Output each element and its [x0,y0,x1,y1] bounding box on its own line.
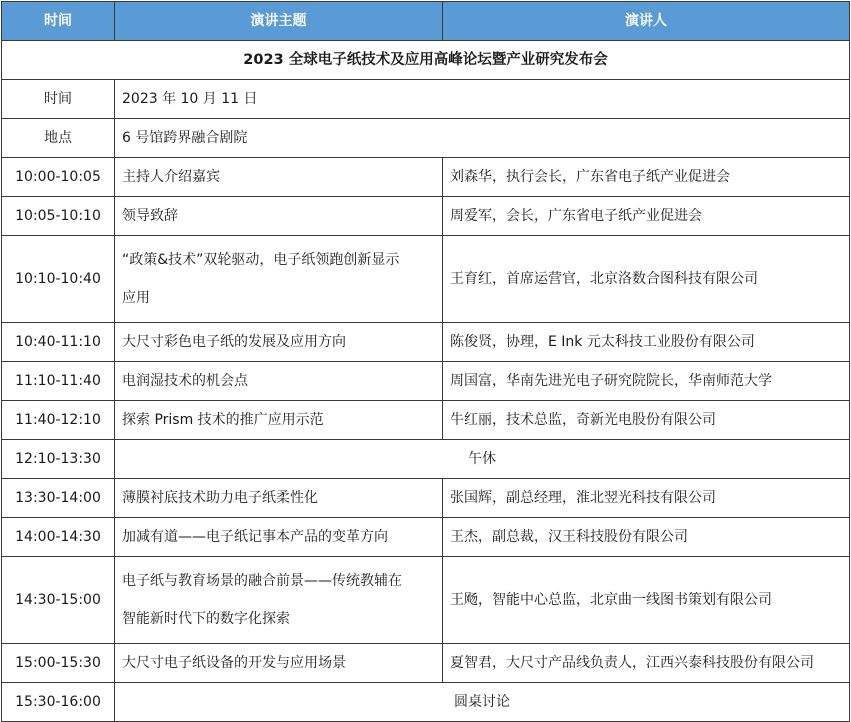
row-speaker: 牛红丽，技术总监，奇新光电股份有限公司 [443,401,850,440]
row-time: 11:40-12:10 [2,401,115,440]
venue-label: 地点 [2,119,115,158]
row-time: 15:00-15:30 [2,644,115,683]
row-break: 午休 [115,440,850,479]
row-time: 10:10-10:40 [2,236,115,323]
row-speaker: 夏智君，大尺寸产品线负责人，江西兴泰科技股份有限公司 [443,644,850,683]
row-time: 10:05-10:10 [2,197,115,236]
row-topic: 大尺寸彩色电子纸的发展及应用方向 [115,323,443,362]
row-break: 圆桌讨论 [115,683,850,722]
table-row [2,401,850,440]
column-header-topic: 演讲主题 [115,2,443,41]
page-title: 2023 全球电子纸技术及应用高峰论坛暨产业研究发布会 [2,41,850,80]
row-topic: 大尺寸电子纸设备的开发与应用场景 [115,644,443,683]
row-time: 13:30-14:00 [2,479,115,518]
table-header [2,2,850,41]
table-row [2,683,850,722]
row-topic: 加减有道——电子纸记事本产品的变革方向 [115,518,443,557]
row-time: 14:00-14:30 [2,518,115,557]
row-topic-line: 智能新时代下的数字化探索 [122,611,290,627]
table-row [2,197,850,236]
date-value: 2023 年 10 月 11 日 [115,80,850,119]
column-header-speaker: 演讲人 [443,2,850,41]
row-speaker: 王飏，智能中心总监，北京曲一线图书策划有限公司 [443,557,850,644]
row-topic: 探索 Prism 技术的推广应用示范 [115,401,443,440]
row-time: 11:10-11:40 [2,362,115,401]
row-topic: 薄膜衬底技术助力电子纸柔性化 [115,479,443,518]
row-topic-line: 电子纸与教育场景的融合前景——传统教辅在 [122,573,402,589]
row-time: 12:10-13:30 [2,440,115,479]
agenda-table [1,1,850,722]
table-row [2,440,850,479]
agenda-body [2,158,850,722]
column-header-time: 时间 [2,2,115,41]
table-row [2,557,850,644]
row-speaker: 刘森华，执行会长，广东省电子纸产业促进会 [443,158,850,197]
row-speaker: 陈俊贤，协理，E Ink 元太科技工业股份有限公司 [443,323,850,362]
date-label: 时间 [2,80,115,119]
row-speaker: 王杰，副总裁，汉王科技股份有限公司 [443,518,850,557]
row-speaker: 张国辉，副总经理，淮北翌光科技有限公司 [443,479,850,518]
row-speaker: 周爱军，会长，广东省电子纸产业促进会 [443,197,850,236]
row-topic [115,557,443,644]
row-speaker: 周国富，华南先进光电子研究院院长，华南师范大学 [443,362,850,401]
table-row [2,479,850,518]
row-topic: 主持人介绍嘉宾 [115,158,443,197]
row-speaker: 王育红，首席运营官，北京洛数合图科技有限公司 [443,236,850,323]
row-time: 10:40-11:10 [2,323,115,362]
row-time: 14:30-15:00 [2,557,115,644]
table-row [2,644,850,683]
row-topic-line: 应用 [122,290,150,306]
row-time: 10:00-10:05 [2,158,115,197]
row-topic [115,236,443,323]
row-topic-line: “政策&技术”双轮驱动，电子纸领跑创新显示 [122,252,400,268]
table-row [2,518,850,557]
table-row [2,362,850,401]
table-row [2,236,850,323]
table-row [2,158,850,197]
table-row [2,323,850,362]
venue-value: 6 号馆跨界融合剧院 [115,119,850,158]
row-time: 15:30-16:00 [2,683,115,722]
row-topic: 领导致辞 [115,197,443,236]
row-topic: 电润湿技术的机会点 [115,362,443,401]
